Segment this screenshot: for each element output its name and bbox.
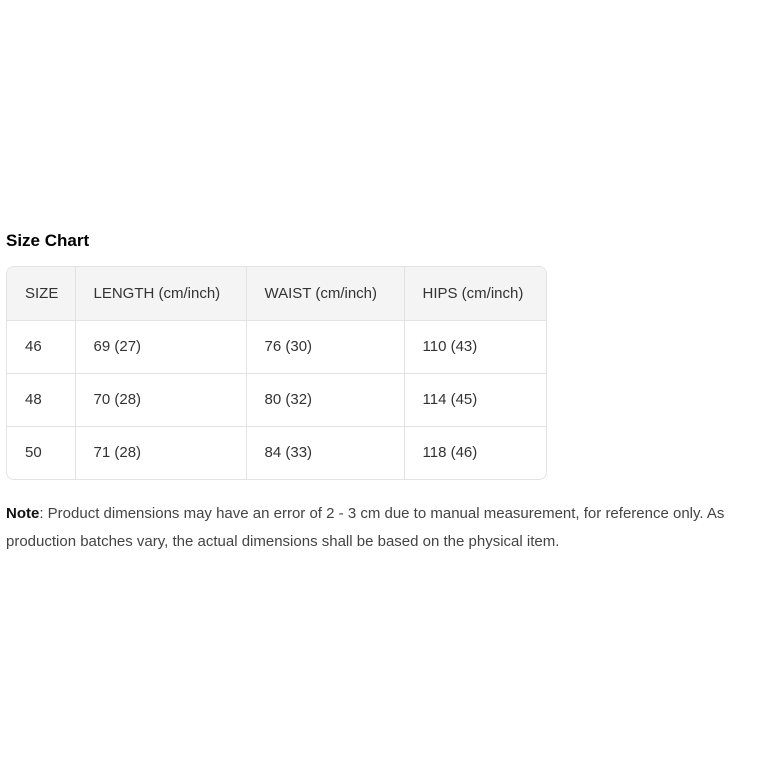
cell-length: 69 (27) xyxy=(75,320,246,373)
cell-waist: 76 (30) xyxy=(246,320,404,373)
cell-length: 71 (28) xyxy=(75,426,246,479)
measurement-note xyxy=(6,500,781,556)
size-chart-table xyxy=(7,267,546,479)
cell-length: 70 (28) xyxy=(75,373,246,426)
cell-hips: 114 (45) xyxy=(404,373,546,426)
cell-hips: 118 (46) xyxy=(422,444,478,462)
cell-hips: 110 (43) xyxy=(404,320,546,373)
table-row xyxy=(7,320,546,373)
note-text: : Product dimensions may have an error of 2 - 3 cm due to manual measurement, for reference only. As production batches vary, the actual dimensions shall be based on the physical item. xyxy=(6,505,725,550)
column-header-hips: HIPS (cm/inch) xyxy=(404,267,546,320)
table-header-row xyxy=(7,267,546,320)
cell-size: 46 xyxy=(7,320,75,373)
column-header-waist: WAIST (cm/inch) xyxy=(246,267,404,320)
size-chart-table-container xyxy=(6,266,547,480)
cell-waist: 80 (32) xyxy=(246,373,404,426)
table-row xyxy=(7,373,546,426)
column-header-length: LENGTH (cm/inch) xyxy=(75,267,246,320)
column-header-size: SIZE xyxy=(7,267,75,320)
note-label: Note xyxy=(6,505,40,522)
cell-size: 50 xyxy=(7,426,75,479)
cell-size: 48 xyxy=(7,373,75,426)
size-chart-title: Size Chart xyxy=(6,231,90,250)
cell-waist: 84 (33) xyxy=(246,426,404,479)
table-row xyxy=(7,426,546,479)
